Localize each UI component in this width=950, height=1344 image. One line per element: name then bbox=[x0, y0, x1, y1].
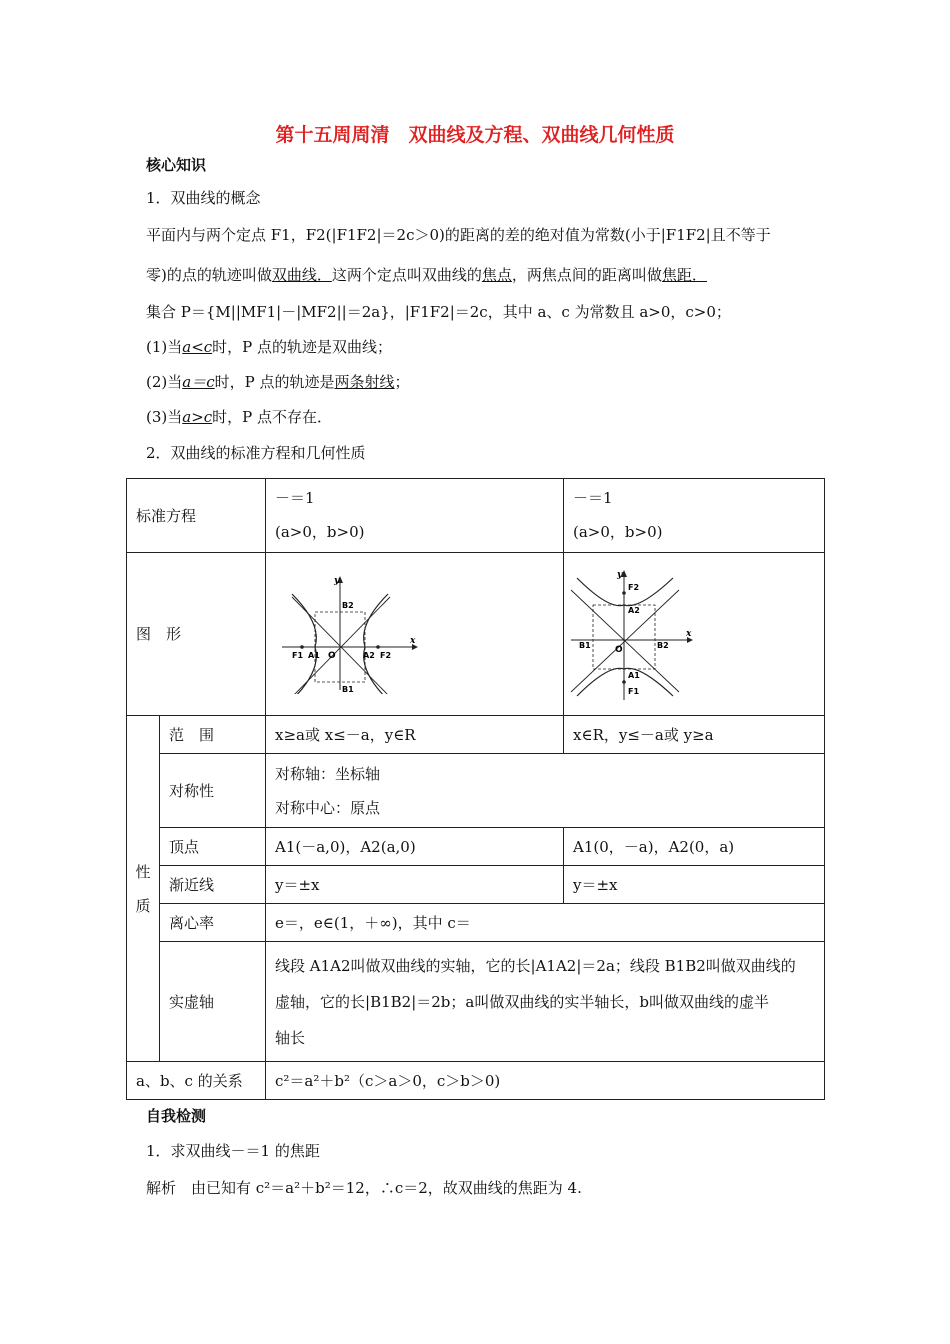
svg-text:B1: B1 bbox=[342, 685, 354, 694]
svg-text:F1: F1 bbox=[292, 651, 304, 660]
equation-left: －＝1 (a>0，b>0) bbox=[266, 479, 564, 553]
svg-text:F1: F1 bbox=[628, 686, 640, 696]
case-3: (3)当a>c时，P 点不存在． bbox=[146, 408, 333, 426]
svg-text:O: O bbox=[615, 644, 623, 655]
answer-1: 解析 由已知有 c²＝a²＋b²＝12，∴c＝2，故双曲线的焦距为 4. bbox=[146, 1179, 582, 1197]
svg-text:A1: A1 bbox=[308, 651, 320, 660]
svg-text:O: O bbox=[328, 651, 336, 661]
equation-right: －＝1 (a>0，b>0) bbox=[564, 479, 825, 553]
question-1: 1．求双曲线－＝1 的焦距 bbox=[146, 1142, 320, 1160]
vertex-left: A1(－a,0)，A2(a,0) bbox=[266, 828, 564, 866]
svg-text:x: x bbox=[686, 628, 692, 639]
row-figure bbox=[127, 553, 825, 716]
symmetry-value: 对称轴：坐标轴 对称中心：原点 bbox=[266, 754, 825, 828]
label-standard-equation: 标准方程 bbox=[127, 479, 266, 553]
case-1: (1)当a<c时，P 点的轨迹是双曲线； bbox=[146, 338, 393, 356]
svg-text:B2: B2 bbox=[657, 640, 669, 650]
section-heading-core: 核心知识 bbox=[146, 156, 207, 174]
label-range: 范 围 bbox=[160, 716, 266, 754]
section-heading-self-check: 自我检测 bbox=[146, 1107, 207, 1125]
row-relation bbox=[127, 1062, 825, 1100]
definition-line-1: 平面内与两个定点 F1，F2(|F1F2|＝2c＞0)的距离的差的绝对值为常数(小于|F1F2|且不等于 bbox=[146, 226, 771, 244]
horizontal-hyperbola-graph bbox=[278, 574, 418, 694]
axes-value: 线段 A1A2叫做双曲线的实轴，它的长|A1A2|＝2a；线段 B1B2叫做双曲线的 虚轴，它的长|B1B2|＝2b；a叫做双曲线的实半轴长，b叫做双曲线的虚半 轴长 bbox=[266, 942, 825, 1062]
item2-title: 2．双曲线的标准方程和几何性质 bbox=[146, 444, 366, 462]
svg-text:F2: F2 bbox=[628, 582, 640, 592]
svg-text:A2: A2 bbox=[628, 605, 640, 615]
range-left: x≥a或 x≤－a，y∈R bbox=[266, 716, 564, 754]
figure-vertical-hyperbola bbox=[564, 553, 825, 716]
row-axes bbox=[127, 942, 825, 1062]
label-asymptote: 渐近线 bbox=[160, 866, 266, 904]
set-definition: 集合 P＝{M||MF1|－|MF2||＝2a}，|F1F2|＝2c，其中 a、c 为常数且 a>0，c>0； bbox=[146, 303, 731, 321]
row-range bbox=[127, 716, 825, 754]
svg-text:A1: A1 bbox=[628, 670, 640, 680]
term-focus: 焦点 bbox=[481, 266, 512, 284]
vertical-hyperbola-graph bbox=[569, 568, 694, 701]
figure-horizontal-hyperbola bbox=[266, 553, 564, 716]
svg-text:F2: F2 bbox=[380, 651, 392, 660]
term-focal-distance: 焦距． bbox=[661, 266, 707, 284]
eccentricity-value: e＝，e∈(1，＋∞)，其中 c＝ bbox=[266, 904, 825, 942]
row-eccentricity bbox=[127, 904, 825, 942]
svg-text:y: y bbox=[617, 569, 623, 580]
item1-title: 1．双曲线的概念 bbox=[146, 189, 261, 207]
svg-text:A2: A2 bbox=[363, 651, 375, 660]
label-eccentricity: 离心率 bbox=[160, 904, 266, 942]
label-relation: a、b、c 的关系 bbox=[127, 1062, 266, 1100]
row-asymptote bbox=[127, 866, 825, 904]
page-title: 第十五周周清 双曲线及方程、双曲线几何性质 bbox=[275, 124, 675, 146]
asymptote-right: y＝±x bbox=[564, 866, 825, 904]
term-hyperbola: 双曲线． bbox=[271, 266, 332, 284]
label-vertex: 顶点 bbox=[160, 828, 266, 866]
svg-text:y: y bbox=[334, 576, 340, 586]
vertex-right: A1(0，－a)，A2(0，a) bbox=[564, 828, 825, 866]
row-vertex bbox=[127, 828, 825, 866]
asymptote-left: y＝±x bbox=[266, 866, 564, 904]
properties-table bbox=[126, 478, 825, 1100]
row-standard-equation bbox=[127, 479, 825, 553]
label-figure: 图 形 bbox=[127, 553, 266, 716]
definition-line-2: 零)的点的轨迹叫做双曲线．这两个定点叫双曲线的焦点，两焦点间的距离叫做焦距． bbox=[146, 266, 707, 284]
svg-text:x: x bbox=[410, 636, 416, 646]
label-properties: 性 质 bbox=[127, 716, 160, 1062]
label-symmetry: 对称性 bbox=[160, 754, 266, 828]
svg-text:B2: B2 bbox=[342, 601, 354, 610]
case-2: (2)当a＝c时，P 点的轨迹是两条射线； bbox=[146, 373, 410, 391]
svg-text:B1: B1 bbox=[579, 640, 591, 650]
relation-value: c²＝a²＋b²（c＞a＞0，c＞b＞0) bbox=[266, 1062, 825, 1100]
range-right: x∈R，y≤－a或 y≥a bbox=[564, 716, 825, 754]
label-axes: 实虚轴 bbox=[160, 942, 266, 1062]
row-symmetry bbox=[127, 754, 825, 828]
